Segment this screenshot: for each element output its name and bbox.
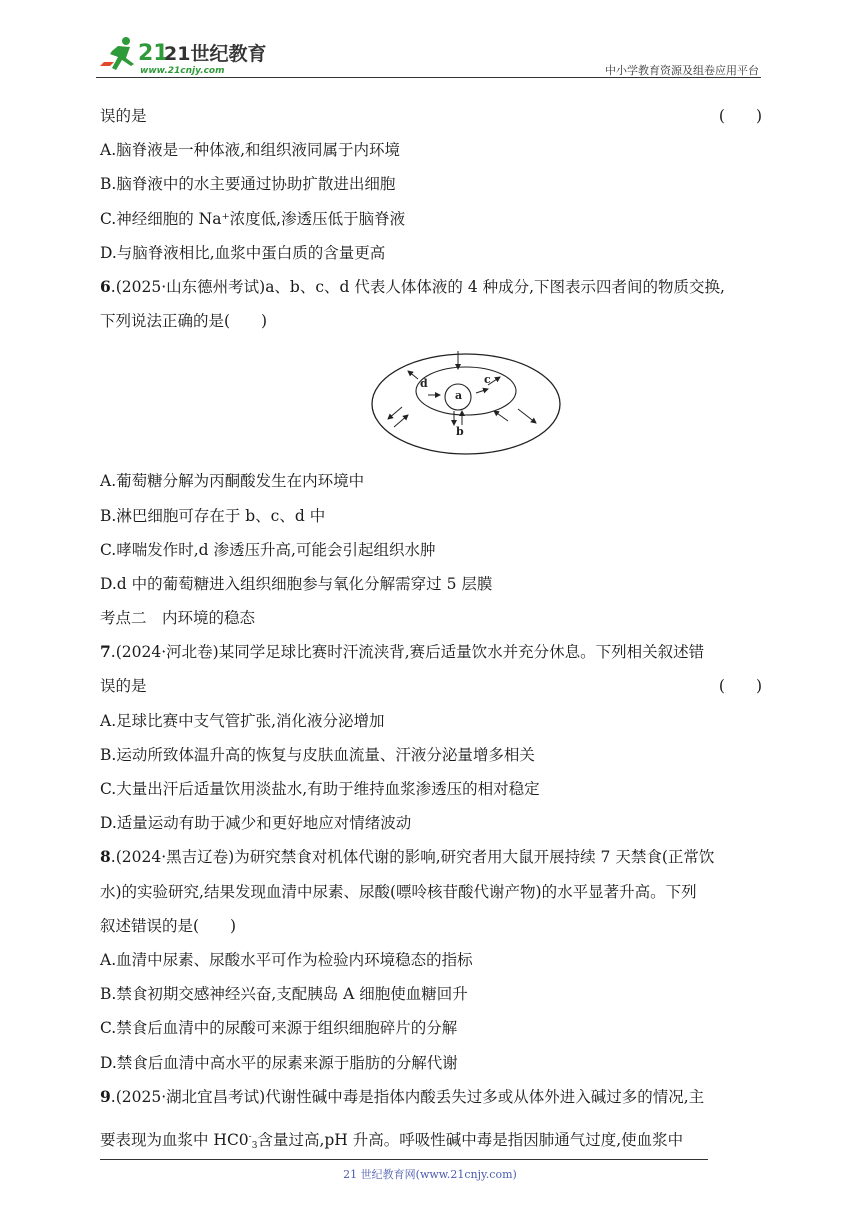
q6-option-c: C.哮喘发作时,d 渗透压升高,可能会引起组织水肿 — [100, 540, 436, 559]
q7-option-d: D.适量运动有助于减少和更好地应对情绪波动 — [100, 814, 412, 833]
question-content — [100, 102, 762, 1157]
q7-option-c: C.大量出汗后适量饮用淡盐水,有助于维持血浆渗透压的相对稳定 — [100, 780, 540, 798]
q8-stem-line3: 叙述错误的是( ) — [100, 916, 237, 935]
label-a: a — [455, 389, 463, 403]
q6-figure-area — [100, 341, 762, 467]
q8-option-c: C.禁食后血清中的尿酸可来源于组织细胞碎片的分解 — [100, 1019, 458, 1038]
q5-option-d: D.与脑脊液相比,血浆中蛋白质的含量更高 — [100, 243, 386, 262]
q9-number: 9 — [100, 1086, 111, 1106]
footer-rule — [100, 1159, 708, 1160]
q8-option-d: D.禁食后血清中高水平的尿素来源于脂肪的分解代谢 — [100, 1053, 458, 1072]
section-heading: 考点二 内环境的稳态 — [100, 609, 256, 628]
q7-stem-line2: 误的是 ( ) — [100, 672, 762, 706]
q9-stem-line2: 要表现为血浆中 $HC0^-_3$含量过高,pH 升高。呼吸性碱中毒是指因肺通气过度,使血浆中 — [100, 1130, 684, 1151]
header-rule — [96, 77, 761, 78]
q8-option-b: B.禁食初期交感神经兴奋,支配胰岛 A 细胞使血糖回升 — [100, 985, 468, 1004]
logo-text: 21世纪教育 — [164, 43, 266, 65]
page-header — [96, 30, 761, 80]
q6-stem-line1: 6.(2025·山东德州考试)a、b、c、d 代表人体体液的 4 种成分,下图表示四者间的物质交换, — [100, 276, 725, 296]
q5-option-c: C.神经细胞的 Na⁺浓度低,渗透压低于脑脊液 — [100, 209, 406, 228]
label-d: d — [420, 377, 428, 391]
q8-number: 8 — [100, 847, 111, 867]
q5-option-b: B.脑脊液中的水主要通过协助扩散进出细胞 — [100, 175, 396, 194]
q6-stem-line2: 下列说法正确的是( ) — [100, 312, 268, 331]
q5-stem-end: 误的是 ( ) — [100, 102, 762, 136]
q7-number: 7 — [100, 642, 111, 662]
q5-option-a: A.脑脊液是一种体液,和组织液同属于内环境 — [100, 141, 401, 160]
logo-url: www.21cnjy.com — [140, 66, 225, 76]
svg-text:21: 21 — [138, 41, 169, 66]
q6-option-d: D.d 中的葡萄糖进入组织细胞参与氧化分解需穿过 5 层膜 — [100, 574, 493, 593]
q7-option-b: B.运动所致体温升高的恢复与皮肤血流量、汗液分泌量增多相关 — [100, 745, 535, 764]
site-tagline: 中小学教育资源及组卷应用平台 — [605, 64, 759, 77]
q6-option-b: B.淋巴细胞可存在于 b、c、d 中 — [100, 506, 326, 525]
q8-option-a: A.血清中尿素、尿酸水平可作为检验内环境稳态的指标 — [100, 950, 473, 969]
label-b: b — [456, 425, 464, 439]
21cnjy-logo — [96, 32, 266, 76]
q6-option-a: A.葡萄糖分解为丙酮酸发生在内环境中 — [100, 472, 365, 491]
q6-number: 6 — [100, 276, 111, 296]
q7-option-a: A.足球比赛中支气管扩张,消化液分泌增加 — [100, 711, 385, 730]
q8-stem-line1: 8.(2024·黑吉辽卷)为研究禁食对机体代谢的影响,研究者用大鼠开展持续 7 天禁食(正常饮 — [100, 847, 715, 867]
footer-link[interactable]: 21 世纪教育网(www.21cnjy.com) — [343, 1168, 517, 1181]
answer-bracket: ( ) — [718, 107, 762, 125]
label-c: c — [484, 373, 491, 387]
q7-stem-line1: 7.(2024·河北卷)某同学足球比赛时汗流浃背,赛后适量饮水并充分休息。下列相关叙述错 — [100, 642, 705, 662]
q9-stem-line1: 9.(2025·湖北宜昌考试)代谢性碱中毒是指体内酸丢失过多或从体外进入碱过多的情况,主 — [100, 1086, 705, 1106]
q8-stem-line2: 水)的实验研究,结果发现血清中尿素、尿酸(嘌呤核苷酸代谢产物)的水平显著升高。下列 — [100, 882, 697, 901]
body-fluid-exchange-diagram — [368, 349, 564, 459]
answer-bracket: ( ) — [718, 677, 762, 696]
